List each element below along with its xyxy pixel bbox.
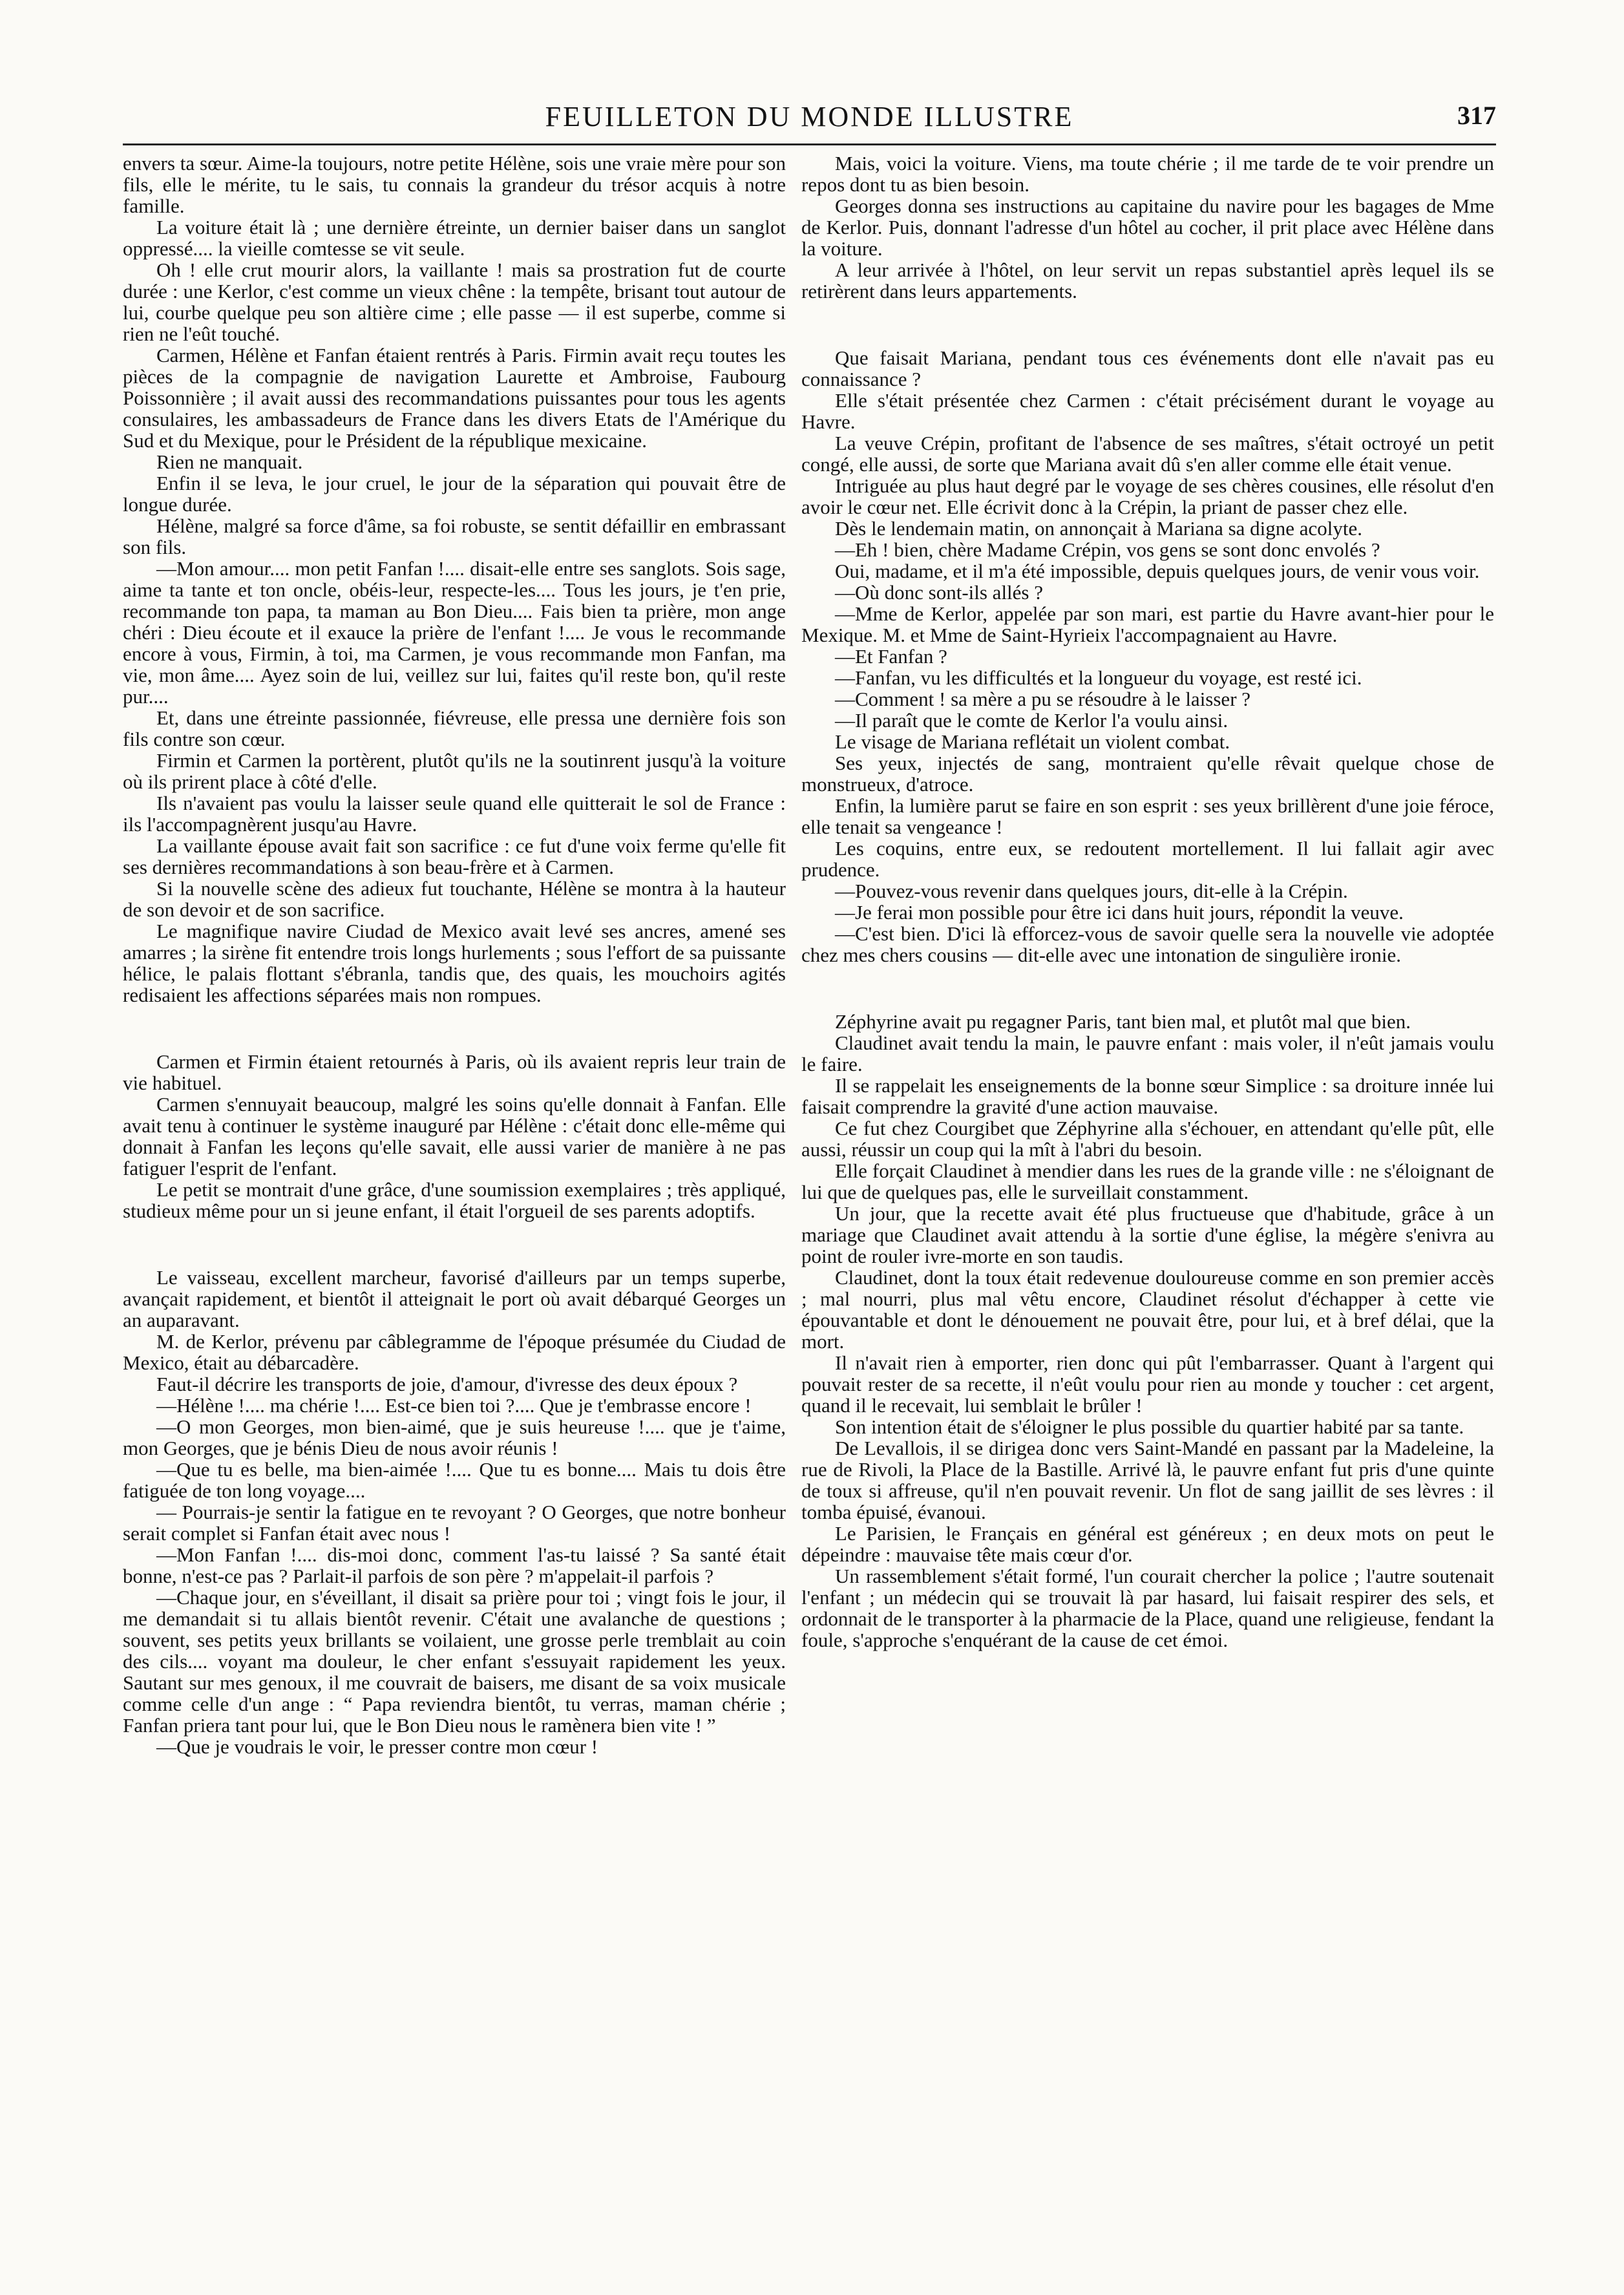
paragraph: —O mon Georges, mon bien-aimé, que je suis heureuse !.... que je t'aime, mon Georges, que je bénis Dieu de nous avoir réunis ! (123, 1415, 786, 1459)
paragraph: —Mme de Kerlor, appelée par son mari, est partie du Havre avant-hier pour le Mexique. M. et Mme de Saint-Hyrieix l'accompagnaient au Havre. (801, 602, 1494, 646)
paragraph: envers ta sœur. Aime-la toujours, notre petite Hélène, sois une vraie mère pour son fils, elle le mérite, tu le sais, tu connais la grandeur du trésor acquis à notre famille. (123, 152, 786, 217)
paragraph: —Eh ! bien, chère Madame Crépin, vos gens se sont donc envolés ? (835, 538, 1380, 561)
paragraph: De Levallois, il se dirigea donc vers Saint-Mandé en passant par la Madeleine, la rue de Rivoli, la Place de la Bastille. Arrivé là, le pauvre enfant fut pris d'une quinte de toux si affreuse, qu'il n'en pouvait revenir. Un flot de sang jaillit de ses lèvres : il tomba épuisé, évanoui. (801, 1437, 1494, 1523)
paragraph: Elle s'était présentée chez Carmen : c'était précisément durant le voyage au Havre. (801, 389, 1494, 433)
paragraph: Le petit se montrait d'une grâce, d'une soumission exemplaires ; très appliqué, studieux même pour un si jeune enfant, il était l'orgueil de ses parents adoptifs. (123, 1178, 786, 1222)
paragraph: Oui, madame, et il m'a été impossible, depuis quelques jours, de venir vous voir. (835, 560, 1480, 582)
right-column (801, 153, 1494, 1651)
paragraph: —Où donc sont-ils allés ? (835, 581, 1044, 604)
paragraph: —Et Fanfan ? (835, 645, 947, 668)
paragraph: Zéphyrine avait pu regagner Paris, tant bien mal, et plutôt mal que bien. (835, 1010, 1411, 1033)
paragraph: Dès le lendemain matin, on annonçait à Mariana sa digne acolyte. (835, 517, 1363, 540)
paragraph: —Que tu es belle, ma bien-aimée !.... Que tu es bonne.... Mais tu dois être fatiguée de ton long voyage.... (123, 1458, 786, 1502)
paragraph: Le vaisseau, excellent marcheur, favorisé d'ailleurs par un temps superbe, avançait rapidement, et bientôt il atteignait le port où avait débarqué Georges un an auparavant. (123, 1266, 786, 1331)
paragraph: Carmen et Firmin étaient retournés à Paris, où ils avaient repris leur train de vie habituel. (123, 1050, 786, 1094)
paragraph: Que faisait Mariana, pendant tous ces événements dont elle n'avait pas eu connaissance ? (801, 346, 1494, 390)
paragraph: Le visage de Mariana reflétait un violent combat. (835, 730, 1230, 753)
paragraph: Oh ! elle crut mourir alors, la vaillante ! mais sa prostration fut de courte durée : une Kerlor, c'est comme un vieux chêne : la tempête, brisant tout autour de lui, courbe quelque peu son altière cime ; elle passe — il est superbe, comme si rien ne l'eût touché. (123, 259, 786, 345)
paragraph: — Pourrais-je sentir la fatigue en te revoyant ? O Georges, que notre bonheur serait complet si Fanfan était avec nous ! (123, 1501, 786, 1545)
paragraph: —Mon amour.... mon petit Fanfan !.... disait-elle entre ses sanglots. Sois sage, aime ta tante et ton oncle, obéis-leur, respecte-les.... Tous les jours, je t'en prie, recommande ton papa, ta maman au Bon Dieu.... Fais bien ta prière, mon ange chéri : Dieu écoute et il exauce la prière de l'enfant !.... Je vous le recommande encore à vous, Firmin, à toi, ma Carmen, je vous recommande mon Fanfan, ma vie, mon âme.... Ayez soin de lui, veillez sur lui, faites qu'il reste bon, qu'il reste pur.... (123, 557, 786, 708)
paragraph: Et, dans une étreinte passionnée, fiévreuse, elle pressa une dernière fois son fils contre son cœur. (123, 706, 786, 750)
paragraph: Enfin, la lumière parut se faire en son esprit : ses yeux brillèrent d'une joie féroce, elle tenait sa vengeance ! (801, 794, 1494, 838)
page-number: 317 (1457, 101, 1496, 130)
paragraph: Il se rappelait les enseignements de la bonne sœur Simplice : sa droiture innée lui faisait comprendre la gravité d'une action mauvaise. (801, 1074, 1494, 1118)
paragraph: La voiture était là ; une dernière étreinte, un dernier baiser dans un sanglot oppressé.... la vieille comtesse se vit seule. (123, 216, 786, 260)
paragraph: Firmin et Carmen la portèrent, plutôt qu'ils ne la soutinrent jusqu'à la voiture où ils prirent place à côté d'elle. (123, 749, 786, 793)
paragraph: Si la nouvelle scène des adieux fut touchante, Hélène se montra à la hauteur de son devoir et de son sacrifice. (123, 877, 786, 921)
paragraph: Georges donna ses instructions au capitaine du navire pour les bagages de Mme de Kerlor. Puis, donnant l'adresse d'un hôtel au cocher, il prit place avec Hélène dans la voiture. (801, 195, 1494, 260)
paragraph: Carmen s'ennuyait beaucoup, malgré les soins qu'elle donnait à Fanfan. Elle avait tenu à continuer le système inauguré par Hélène : c'était donc elle-même qui donnait à Fanfan les leçons qu'elle savait, elle aussi varier de manière à ne pas fatiguer l'esprit de l'enfant. (123, 1093, 786, 1179)
paragraph: Les coquins, entre eux, se redoutent mortellement. Il lui fallait agir avec prudence. (801, 837, 1494, 881)
paragraph: Hélène, malgré sa force d'âme, sa foi robuste, se sentit défaillir en embrassant son fils. (123, 514, 786, 558)
paragraph: Faut-il décrire les transports de joie, d'amour, d'ivresse des deux époux ? (156, 1373, 738, 1395)
paragraph: —Mon Fanfan !.... dis-moi donc, comment l'as-tu laissé ? Sa santé était bonne, n'est-ce pas ? Parlait-il parfois de son père ? m'appelait-il parfois ? (123, 1543, 786, 1587)
paragraph: La vaillante épouse avait fait son sacrifice : ce fut d'une voix ferme qu'elle fit ses dernières recommandations à son beau-frère et à Carmen. (123, 834, 786, 878)
paragraph: —Chaque jour, en s'éveillant, il disait sa prière pour toi ; vingt fois le jour, il me demandait si tu allais bientôt revenir. C'était une avalanche de questions ; souvent, ses petits yeux brillants se voilaient, une grosse perle tremblait au coin des cils.... voyant ma douleur, le cher enfant s'essuyait rapidement les yeux. Sautant sur mes genoux, il me couvrait de baisers, me disant de sa voix musicale comme celle d'un ange : “ Papa reviendra bientôt, tu verras, maman chérie ; Fanfan priera tant pour lui, que le Bon Dieu nous le ramènera bien vite ! ” (123, 1586, 786, 1737)
paragraph: Ce fut chez Courgibet que Zéphyrine alla s'échouer, en attendant qu'elle pût, elle aussi, réussir un coup qui la mît à l'abri du besoin. (801, 1117, 1494, 1161)
paragraph: Elle forçait Claudinet à mendier dans les rues de la grande ville : ne s'éloignant de lui que de quelques pas, elle le surveillait constamment. (801, 1159, 1494, 1203)
paragraph: —C'est bien. D'ici là efforcez-vous de savoir quelle sera la nouvelle vie adoptée chez mes chers cousins — dit-elle avec une intonation de singulière ironie. (801, 922, 1494, 966)
paragraph: Le Parisien, le Français en général est généreux ; en deux mots on peut le dépeindre : mauvaise tête mais cœur d'or. (801, 1522, 1494, 1566)
page-header (123, 100, 1496, 138)
paragraph: Un jour, que la recette avait été plus fructueuse que d'habitude, grâce à un mariage que Claudinet avait attendu à la sortie d'une église, la mégère s'enivra au point de rouler ivre-morte en son taudis. (801, 1202, 1494, 1267)
header-rule (123, 143, 1496, 145)
paragraph: Il n'avait rien à emporter, rien donc qui pût l'embarrasser. Quant à l'argent qui pouvait rester de sa recette, il n'eût voulu pour rien au monde y toucher : cet argent, quand il le recevait, lui semblait le brûler ! (801, 1351, 1494, 1417)
paragraph: Carmen, Hélène et Fanfan étaient rentrés à Paris. Firmin avait reçu toutes les pièces de la compagnie de navigation Laurette et Ambroise, Faubourg Poissonnière ; il avait aussi des recommandations puissantes pour tous les agents consulaires, les ambassadeurs de France dans les divers Etats de l'Amérique du Sud et du Mexique, pour le Président de la république mexicaine. (123, 344, 786, 452)
paragraph: Son intention était de s'éloigner le plus possible du quartier habité par sa tante. (835, 1415, 1464, 1438)
paragraph: —Que je voudrais le voir, le presser contre mon cœur ! (156, 1735, 598, 1758)
paragraph: Enfin il se leva, le jour cruel, le jour de la séparation qui pouvait être de longue durée. (123, 472, 786, 516)
paragraph: Ils n'avaient pas voulu la laisser seule quand elle quitterait le sol de France : ils l'accompagnèrent jusqu'au Havre. (123, 792, 786, 836)
paragraph: —Comment ! sa mère a pu se résoudre à le laisser ? (835, 688, 1251, 710)
paragraph: Le magnifique navire Ciudad de Mexico avait levé ses ancres, amené ses amarres ; la sirène fit entendre trois longs hurlements ; sous l'effort de sa puissante hélice, le palais flottant s'ébranla, tandis que, des quais, les mouchoirs agités redisaient les affections séparées mais non rompues. (123, 920, 786, 1006)
paragraph: Rien ne manquait. (156, 450, 303, 473)
paragraph: Intriguée au plus haut degré par le voyage de ses chères cousines, elle résolut d'en avoir le cœur net. Elle écrivit donc à la Crépin, la priant de passer chez elle. (801, 474, 1494, 518)
paragraph: —Il paraît que le comte de Kerlor l'a voulu ainsi. (835, 709, 1229, 732)
paragraph: Claudinet, dont la toux était redevenue douloureuse comme en son premier accès ; mal nourri, plus mal vêtu encore, Claudinet résolut d'échapper à cette vie épouvantable et dont le dénouement ne pouvait être, pour lui, et à bref délai, que la mort. (801, 1266, 1494, 1353)
paragraph: A leur arrivée à l'hôtel, on leur servit un repas substantiel après lequel ils se retirèrent dans leurs appartements. (801, 259, 1494, 302)
paragraph: —Hélène !.... ma chérie !.... Est-ce bien toi ?.... Que je t'embrasse encore ! (156, 1394, 752, 1417)
paragraph: —Fanfan, vu les difficultés et la longueur du voyage, est resté ici. (835, 666, 1362, 689)
paragraph: Claudinet avait tendu la main, le pauvre enfant : mais voler, il n'eût jamais voulu le faire. (801, 1031, 1494, 1075)
paragraph: Un rassemblement s'était formé, l'un courait chercher la police ; l'autre soutenait l'enfant ; un médecin qui se trouvait là par hasard, lui faisait respirer des sels, et ordonnait de le transporter à la pharmacie de la Place, quand une religieuse, fendant la foule, s'approche s'enquérant de la cause de cet émoi. (801, 1565, 1494, 1651)
paragraph: M. de Kerlor, prévenu par câblegramme de l'époque présumée du Ciudad de Mexico, était au débarcadère. (123, 1330, 786, 1374)
paragraph: Mais, voici la voiture. Viens, ma toute chérie ; il me tarde de te voir prendre un repos dont tu as bien besoin. (801, 152, 1494, 196)
paragraph: Ses yeux, injectés de sang, montraient qu'elle rêvait quelque chose de monstrueux, d'atroce. (801, 752, 1494, 796)
paragraph: La veuve Crépin, profitant de l'absence de ses maîtres, s'était octroyé un petit congé, elle aussi, de sorte que Mariana avait dû s'en aller comme elle était venue. (801, 432, 1494, 476)
paragraph: —Je ferai mon possible pour être ici dans huit jours, répondit la veuve. (835, 901, 1404, 924)
paragraph: —Pouvez-vous revenir dans quelques jours, dit-elle à la Crépin. (835, 880, 1348, 902)
running-title: FEUILLETON DU MONDE ILLUSTRE (545, 101, 1074, 132)
left-column (123, 153, 786, 1757)
